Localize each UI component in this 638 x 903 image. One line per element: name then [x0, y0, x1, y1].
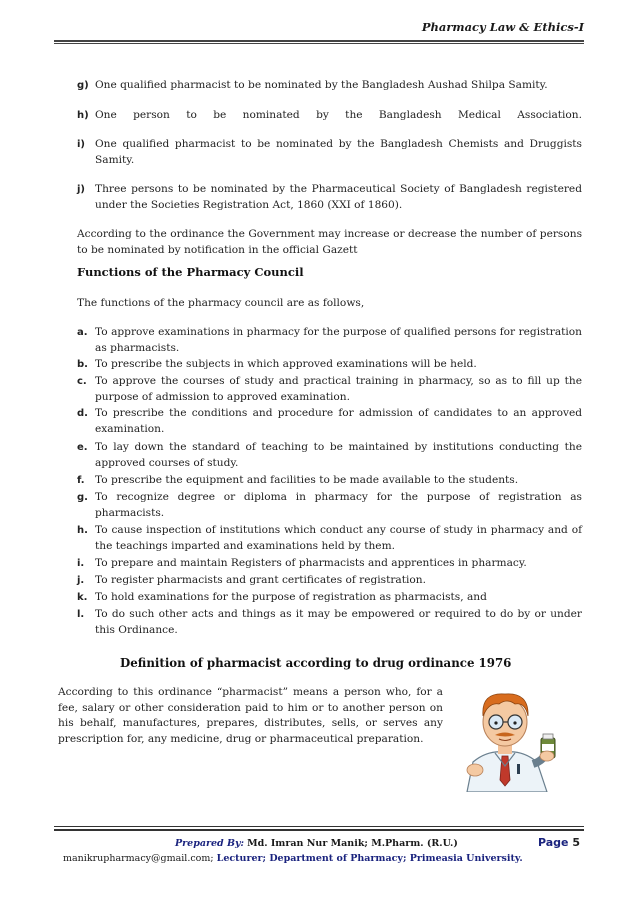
list-text: To prescribe the equipment and facilities to be made available to the students. — [95, 474, 519, 486]
page-number — [538, 836, 580, 849]
author-name: Md. Imran Nur Manik; M.Pharm. (R.U.) — [247, 838, 458, 849]
list-label: k. — [77, 592, 88, 603]
function-item — [77, 556, 582, 572]
footer-rule — [54, 826, 584, 827]
list-label: c. — [77, 376, 87, 387]
footer-prepared-by — [175, 838, 458, 849]
list-label: l. — [77, 609, 85, 620]
prepared-by-label: Prepared By: — [175, 838, 245, 849]
function-item — [77, 440, 582, 472]
list-label: h. — [77, 525, 88, 536]
list-label: j) — [77, 184, 85, 195]
list-label: g) — [77, 80, 89, 91]
ordinance-note: According to the ordinance the Government may increase or decrease the number of persons to be nominated by notification in the official Gazett — [77, 228, 582, 256]
footer-rule-thick — [54, 829, 584, 831]
function-item — [77, 325, 582, 357]
page-number-value: 5 — [572, 836, 580, 849]
list-text: To recognize degree or diploma in pharmacy for the purpose of registration as pharmacists. — [95, 491, 582, 519]
function-item — [77, 523, 582, 555]
definition-heading: Definition of pharmacist according to drug ordinance 1976 — [120, 656, 512, 670]
running-header: Pharmacy Law & Ethics-I — [421, 20, 584, 34]
list-text: One person to be nominated by the Bangladesh Medical Association. — [95, 109, 582, 121]
list-label: e. — [77, 442, 88, 453]
member-item — [77, 78, 582, 94]
list-text: To hold examinations for the purpose of registration as pharmacists, and — [95, 591, 487, 603]
member-item — [77, 108, 582, 124]
pharmacist-illustration — [453, 680, 565, 792]
list-text: To register pharmacists and grant certificates of registration. — [95, 574, 426, 586]
footer-contact — [63, 853, 523, 864]
member-item — [77, 137, 582, 169]
list-label: a. — [77, 327, 88, 338]
author-email: manikrupharmacy@gmail.com; — [63, 853, 214, 864]
function-item — [77, 357, 582, 373]
list-label: h) — [77, 110, 89, 121]
header-rule-thin — [54, 43, 584, 44]
functions-heading: Functions of the Pharmacy Council — [77, 265, 304, 279]
list-text: To prepare and maintain Registers of pharmacists and apprentices in pharmacy. — [95, 557, 527, 569]
list-text: One qualified pharmacist to be nominated by the Bangladesh Aushad Shilpa Samity. — [95, 79, 548, 91]
list-text: To lay down the standard of teaching to be maintained by institutions conducting the approved courses of study. — [95, 441, 582, 469]
function-item — [77, 590, 582, 606]
list-label: i) — [77, 139, 85, 150]
definition-text: According to this ordinance “pharmacist” means a person who, for a fee, salary or other consideration paid to him or to another person on his behalf, manufactures, prepares, distributes, sells, or serves any prescription for, any medicine, drug or pharmaceutical preparation. — [58, 686, 443, 745]
author-affiliation: Lecturer; Department of Pharmacy; Primeasia University. — [216, 853, 523, 864]
function-item — [77, 406, 582, 438]
list-text: To do such other acts and things as it may be empowered or required to do by or under this Ordinance. — [95, 608, 582, 636]
list-text: One qualified pharmacist to be nominated by the Bangladesh Chemists and Druggists Samity. — [95, 138, 582, 166]
list-text: Three persons to be nominated by the Pharmaceutical Society of Bangladesh registered under the Societies Registration Act, 1860 (XXI of 1860). — [95, 183, 582, 211]
list-label: f. — [77, 475, 85, 486]
function-item — [77, 473, 582, 489]
functions-intro: The functions of the pharmacy council are as follows, — [77, 297, 365, 309]
function-item — [77, 374, 582, 406]
function-item — [77, 607, 582, 639]
list-text: To approve examinations in pharmacy for the purpose of qualified persons for registration as pharmacists. — [95, 326, 582, 354]
list-text: To approve the courses of study and practical training in pharmacy, so as to fill up the purpose of admission to approved examination. — [95, 375, 582, 403]
list-text: To prescribe the conditions and procedure for admission of candidates to an approved examination. — [95, 407, 582, 435]
list-label: b. — [77, 359, 88, 370]
function-item — [77, 490, 582, 522]
list-label: j. — [77, 575, 85, 586]
list-text: To prescribe the subjects in which approved examinations will be held. — [95, 358, 477, 370]
list-label: d. — [77, 408, 88, 419]
header-rule — [54, 40, 584, 42]
function-item — [77, 573, 582, 589]
list-text: To cause inspection of institutions which conduct any course of study in pharmacy and of the teachings imparted and examinations held by them. — [95, 524, 582, 552]
page-word: Page — [537, 836, 569, 849]
list-label: i. — [77, 558, 85, 569]
list-label: g. — [77, 492, 88, 503]
member-item — [77, 182, 582, 214]
